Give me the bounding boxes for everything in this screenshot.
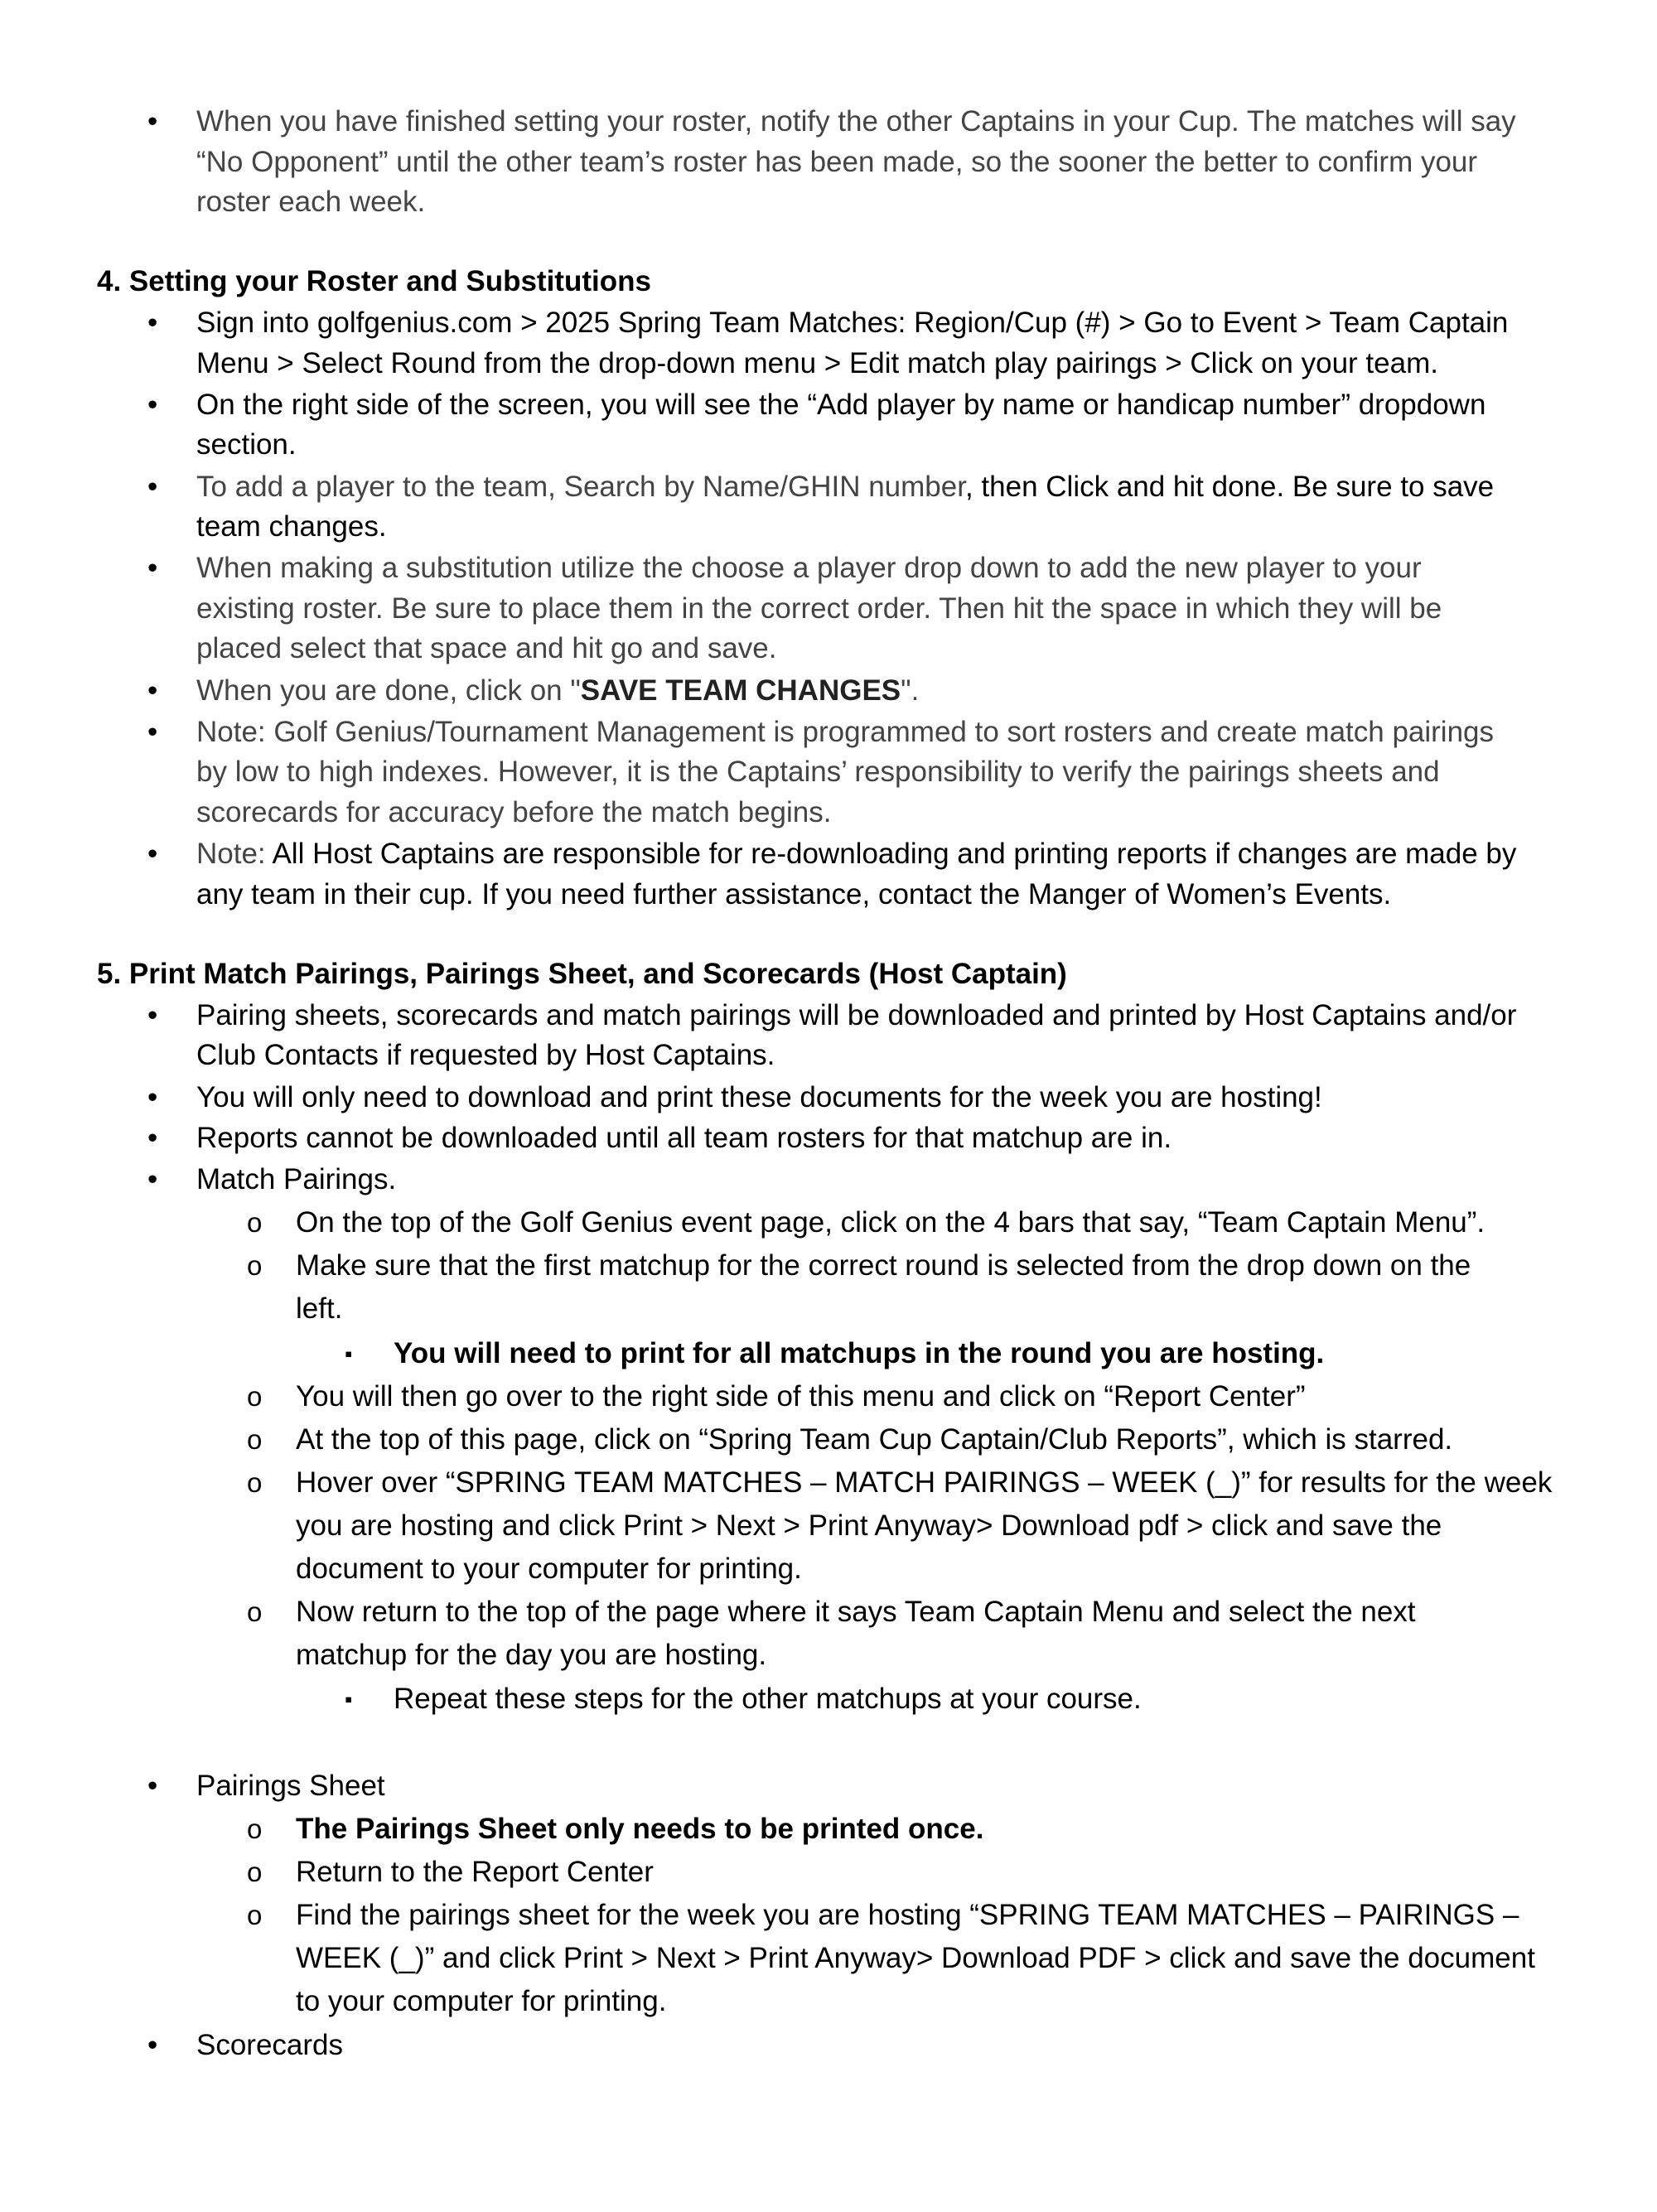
bullet-marker: • [147, 389, 158, 421]
bullet-marker: • [147, 2029, 158, 2061]
bullet-marker: • [147, 999, 158, 1031]
sub-bullet-marker: o [247, 1857, 263, 1887]
s5-b3-line: Reports cannot be downloaded until all team rosters for that matchup are in. [196, 1122, 1172, 1154]
sub-bullet-marker: o [247, 1381, 263, 1412]
bullet-marker: • [147, 552, 158, 584]
s4-b5-pre: When you are done, click on " [196, 674, 581, 707]
pairings-sheet-label: Pairings Sheet [196, 1770, 385, 1802]
bullet-marker: • [147, 1081, 158, 1113]
bullet-marker: • [147, 1770, 158, 1802]
mp-step-5-line-1: Hover over “SPRING TEAM MATCHES – MATCH PAIRINGS – WEEK (_)” for results for the week [296, 1466, 1553, 1499]
s4-b3-rest-text: , then Click and hit done. Be sure to save [964, 471, 1495, 503]
s4-b4-line-2: existing roster. Be sure to place them in the correct order. Then hit the space in which they will be [196, 592, 1442, 625]
s4-b6-line-3: scorecards for accuracy before the match begins. [196, 796, 832, 828]
sub-bullet-marker: o [247, 1250, 263, 1281]
s4-b1-line-1: Sign into golfgenius.com > 2025 Spring Team Matches: Region/Cup (#) > Go to Event > Team Captain [196, 307, 1509, 339]
section-5-heading: 5. Print Match Pairings, Pairings Sheet, and Scorecards (Host Captain) [97, 958, 1067, 990]
s4-b2-line-2: section. [196, 428, 297, 461]
sub-bullet-marker: o [247, 1424, 263, 1455]
mp-step-4: At the top of this page, click on “Spring Team Cup Captain/Club Reports”, which is starred. [296, 1423, 1453, 1456]
s4-b5-line [196, 671, 919, 711]
s4-b2-line-1: On the right side of the screen, you will see the “Add player by name or handicap number” dropdown [196, 389, 1486, 421]
mp-step-1: On the top of the Golf Genius event page, click on the 4 bars that say, “Team Captain Menu”. [296, 1206, 1486, 1239]
ps-step-3-line-1: Find the pairings sheet for the week you are hosting “SPRING TEAM MATCHES – PAIRINGS – [296, 1899, 1519, 1931]
mp-step-2-line-1: Make sure that the first matchup for the correct round is selected from the drop down on the [296, 1249, 1471, 1282]
intro-line-3: roster each week. [196, 186, 426, 218]
mp-step-2-line-2: left. [296, 1292, 343, 1325]
s4-b3-grey-text: To add a player to the team, Search by Name/GHIN number [196, 471, 965, 503]
s4-b3-line-2: team changes. [196, 510, 387, 543]
bullet-marker: • [147, 105, 158, 138]
bullet-marker: • [147, 674, 158, 707]
save-team-changes-label: SAVE TEAM CHANGES [580, 674, 901, 707]
ps-step-3-line-2: WEEK (_)” and click Print > Next > Print Anyway> Download PDF > click and save the document [296, 1942, 1535, 1974]
ps-step-2: Return to the Report Center [296, 1856, 654, 1888]
mp-step-6-note: Repeat these steps for the other matchups at your course. [394, 1683, 1142, 1715]
s4-b6-line-2: by low to high indexes. However, it is the Captains’ responsibility to verify the pairings sheets and [196, 756, 1440, 788]
bullet-marker: • [147, 838, 158, 870]
s4-b4-line-1: When making a substitution utilize the choose a player drop down to add the new player to your [196, 552, 1422, 584]
s4-b7-grey-text: Note: [196, 838, 273, 870]
sub-bullet-marker: o [247, 1207, 263, 1238]
intro-line-1: When you have finished setting your roster, notify the other Captains in your Cup. The matches will say [196, 105, 1516, 138]
s4-b1-line-2: Menu > Select Round from the drop-down menu > Edit match play pairings > Click on your team. [196, 347, 1438, 379]
s5-b2-line: You will only need to download and print these documents for the week you are hosting! [196, 1081, 1322, 1113]
sub-bullet-marker: o [247, 1814, 263, 1844]
s4-b7-line-1 [196, 834, 1516, 874]
mp-step-2-note: You will need to print for all matchups in the round you are hosting. [394, 1337, 1325, 1369]
s5-b1-line-2: Club Contacts if requested by Host Captains. [196, 1039, 775, 1071]
bullet-marker: • [147, 716, 158, 748]
mp-step-5-line-2: you are hosting and click Print > Next > Print Anyway> Download pdf > click and save the [296, 1509, 1442, 1542]
s4-b7-line-2: any team in their cup. If you need further assistance, contact the Manger of Women’s Events. [196, 878, 1392, 910]
s4-b3-line-1 [196, 467, 1494, 507]
bullet-marker: • [147, 307, 158, 339]
bullet-marker: • [147, 1163, 158, 1195]
mp-step-6-line-1: Now return to the top of the page where it says Team Captain Menu and select the next [296, 1596, 1416, 1628]
match-pairings-label: Match Pairings. [196, 1163, 397, 1195]
s4-b7-rest-text: All Host Captains are responsible for re-downloading and printing reports if changes are made by [272, 838, 1517, 870]
ps-step-1: The Pairings Sheet only needs to be printed once. [296, 1813, 984, 1845]
bullet-marker: • [147, 1122, 158, 1154]
square-bullet-marker: ▪ [345, 1687, 353, 1712]
square-bullet-marker: ▪ [345, 1341, 353, 1366]
mp-step-3: You will then go over to the right side of this menu and click on “Report Center” [296, 1380, 1306, 1413]
section-4-heading: 4. Setting your Roster and Substitutions [97, 265, 651, 297]
intro-line-2: “No Opponent” until the other team’s roster has been made, so the sooner the better to confirm your [196, 146, 1478, 178]
s4-b5-post: ". [901, 674, 920, 707]
mp-step-5-line-3: document to your computer for printing. [296, 1553, 802, 1585]
scorecards-label: Scorecards [196, 2029, 344, 2061]
ps-step-3-line-3: to your computer for printing. [296, 1985, 667, 2017]
sub-bullet-marker: o [247, 1467, 263, 1498]
s5-b1-line-1: Pairing sheets, scorecards and match pairings will be downloaded and printed by Host Captains and/or [196, 999, 1517, 1031]
s4-b4-line-3: placed select that space and hit go and save. [196, 632, 777, 664]
sub-bullet-marker: o [247, 1900, 263, 1930]
bullet-marker: • [147, 471, 158, 503]
s4-b6-line-1: Note: Golf Genius/Tournament Management is programmed to sort rosters and create match pairings [196, 716, 1495, 748]
mp-step-6-line-2: matchup for the day you are hosting. [296, 1639, 767, 1671]
sub-bullet-marker: o [247, 1596, 263, 1627]
